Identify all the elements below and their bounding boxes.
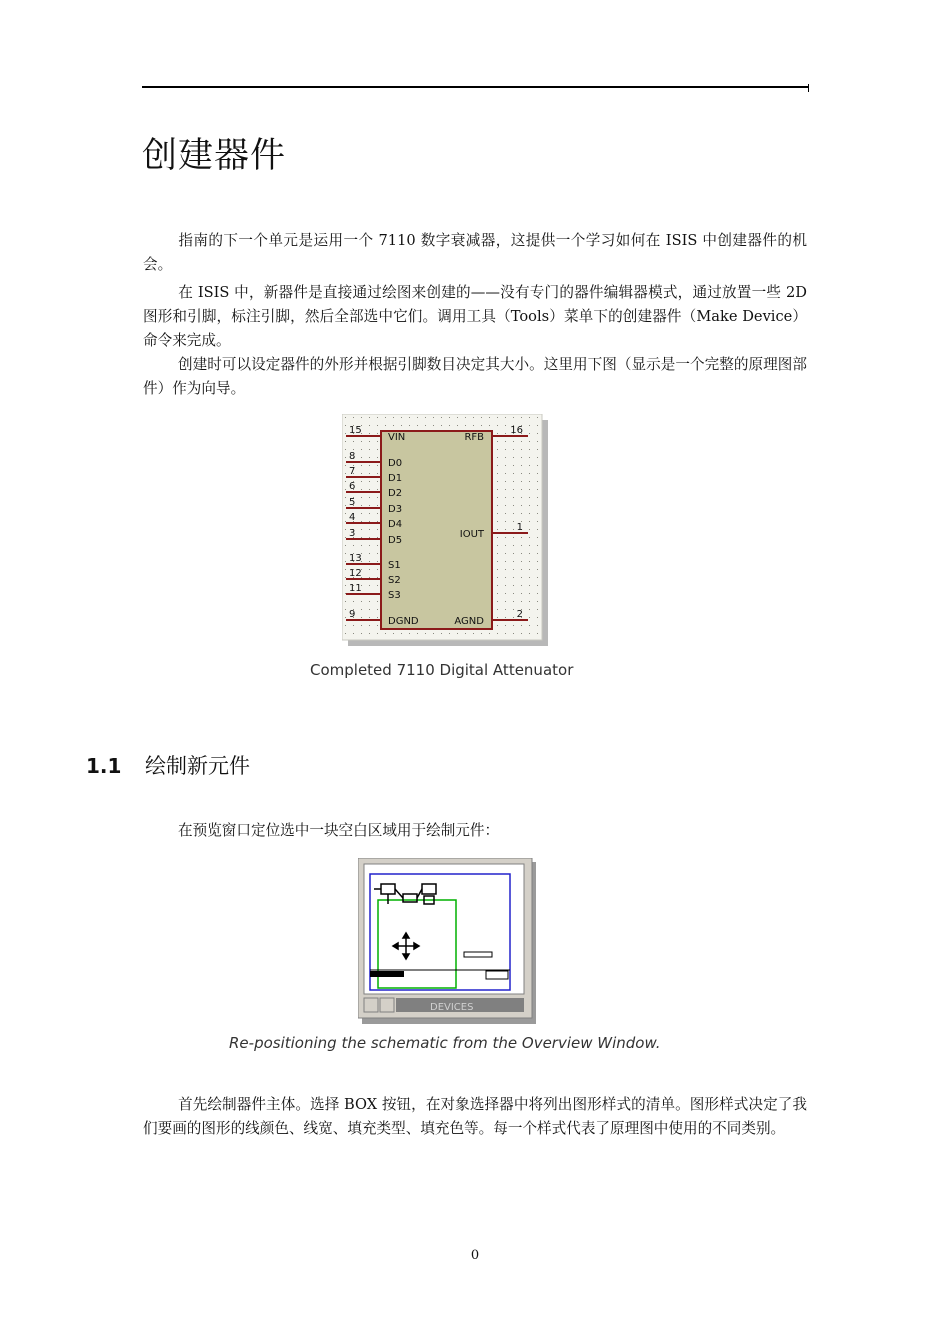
paragraph-overview: 在预览窗口定位选中一块空白区域用于绘制元件： [178, 822, 500, 839]
pin-number: 13 [349, 553, 362, 564]
pin-label: S2 [388, 575, 401, 586]
overview-window-figure [358, 858, 538, 1028]
pin-label: D5 [388, 535, 403, 546]
pin-number: 12 [349, 568, 362, 579]
component-thumbnail [464, 952, 492, 957]
pin-number: 15 [349, 425, 362, 436]
page-number: 0 [470, 1248, 480, 1263]
pin-label: D4 [388, 519, 403, 530]
figure2-caption: Re-positioning the schematic from the Overview Window. [229, 1034, 661, 1052]
toolbar-button-2[interactable] [380, 998, 394, 1012]
header-rule [142, 86, 809, 88]
pin-number: 11 [349, 583, 362, 594]
pin-number: 8 [349, 451, 356, 462]
pin-number: 7 [349, 466, 356, 477]
pin-label: AGND [454, 616, 484, 627]
subsection-title: 绘制新元件 [145, 754, 250, 778]
pin-number: 16 [510, 425, 523, 436]
pin-label: D0 [388, 458, 403, 469]
paragraph-draw-body: 首先绘制器件主体。选择 BOX 按钮，在对象选择器中将列出图形样式的清单。图形样式决定了我们要画的图形的线颜色、线宽、填充类型、填充色等。每一个样式代表了原理图中使用的不同类别。 [143, 1096, 807, 1137]
pin-label: RFB [464, 432, 484, 443]
pin-number: 1 [516, 522, 523, 533]
pin-label: IOUT [459, 529, 484, 540]
pin-number: 3 [349, 528, 356, 539]
devices-tab-label: DEVICES [430, 1002, 474, 1013]
pin-label: D3 [388, 504, 403, 515]
pin-label: DGND [388, 616, 419, 627]
pin-label: S1 [388, 560, 401, 571]
pin-number: 5 [349, 497, 356, 508]
section-title: 创建器件 [142, 136, 287, 176]
toolbar-button-1[interactable] [364, 998, 378, 1012]
pin-label: S3 [388, 590, 401, 601]
paragraph-intro: 指南的下一个单元是运用一个 7110 数字衰减器，这提供一个学习如何在 ISIS 中创建器件的机会。 [143, 232, 807, 273]
title-block-cell [370, 971, 404, 977]
pin-number: 6 [349, 481, 356, 492]
header-rule-tick [808, 84, 809, 92]
pin-label: VIN [388, 432, 406, 443]
pin-number: 9 [349, 609, 356, 620]
pin-number: 4 [349, 512, 356, 523]
pin-label: D1 [388, 473, 403, 484]
paragraph-make-device: 在 ISIS 中，新器件是直接通过绘图来创建的——没有专门的器件编辑器模式，通过放置一些 2D 图形和引脚，标注引脚，然后全部选中它们。调用工具（Tools）菜单下的创建器件（Make Device）命令来完成。 [143, 284, 807, 349]
pin-number: 2 [516, 609, 523, 620]
attenuator-schematic-figure [342, 414, 552, 650]
paragraph-guide: 创建时可以设定器件的外形并根据引脚数目决定其大小。这里用下图（显示是一个完整的原理图部件）作为向导。 [143, 356, 807, 397]
subsection-number: 1.1 [86, 754, 122, 778]
pin-label: D2 [388, 488, 403, 499]
figure1-caption: Completed 7110 Digital Attenuator [310, 661, 574, 679]
